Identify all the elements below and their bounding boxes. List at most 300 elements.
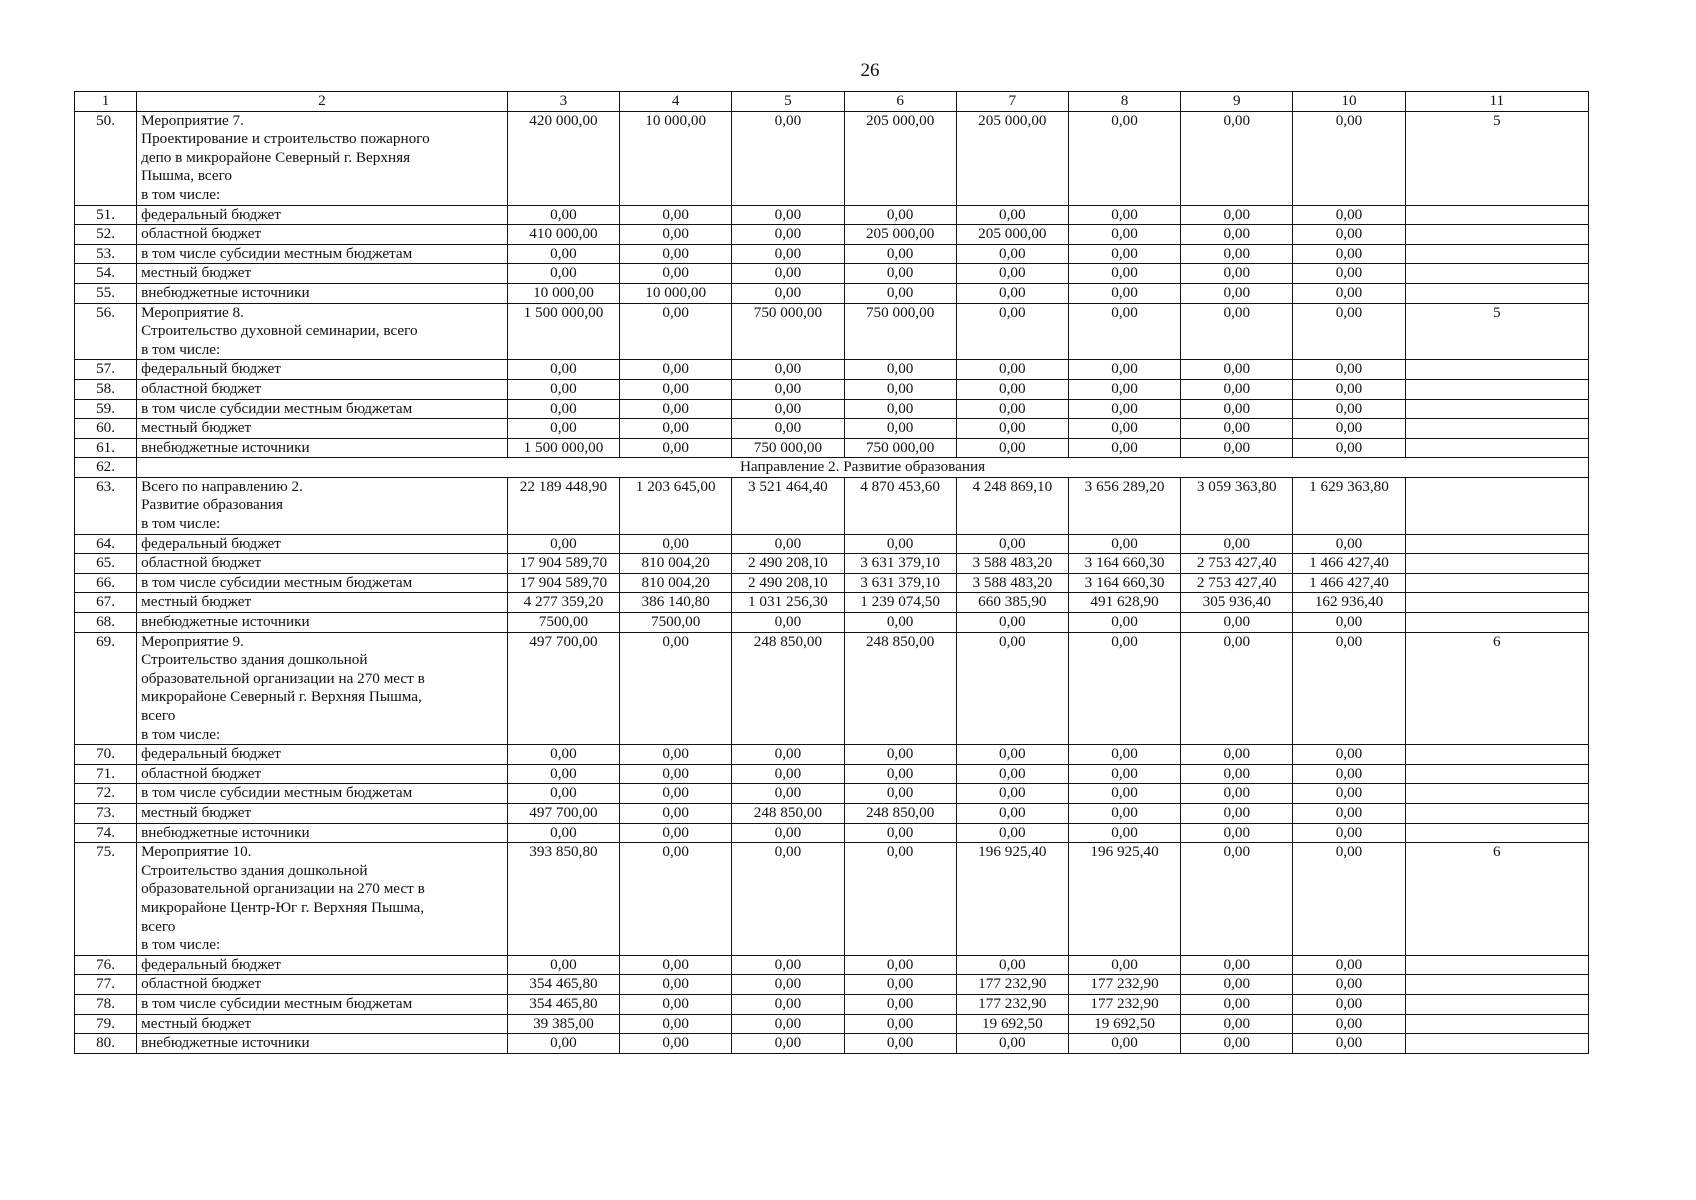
reference-cell [1405,419,1588,439]
description-line: в том числе субсидии местным бюджетам [141,573,413,591]
value-cell: 177 232,90 [1068,975,1180,995]
value-cell: 0,00 [1181,419,1293,439]
description-line: Мероприятие 7. [141,111,244,129]
value-cell: 0,00 [1293,1014,1405,1034]
value-cell: 3 164 660,30 [1068,573,1180,593]
description-line: федеральный бюджет [141,955,281,973]
value-cell: 0,00 [732,244,844,264]
description-line: внебюджетные источники [141,1034,310,1052]
value-cell: 0,00 [1181,803,1293,823]
row-number: 70. [75,745,137,765]
value-cell: 0,00 [1293,994,1405,1014]
value-cell: 0,00 [1068,264,1180,284]
table-row [75,554,1589,574]
value-cell: 0,00 [1293,534,1405,554]
column-header: 5 [732,92,844,112]
value-cell: 196 925,40 [956,843,1068,956]
value-cell: 0,00 [1293,784,1405,804]
row-number: 50. [75,111,137,205]
value-cell: 19 692,50 [1068,1014,1180,1034]
table-row [75,283,1589,303]
row-number: 71. [75,764,137,784]
value-cell: 0,00 [620,534,732,554]
row-description [137,784,508,804]
value-cell: 1 500 000,00 [507,303,619,360]
value-cell: 0,00 [1181,613,1293,633]
table-row [75,360,1589,380]
value-cell: 0,00 [620,632,732,745]
value-cell: 0,00 [844,264,956,284]
value-cell: 0,00 [844,994,956,1014]
value-cell: 0,00 [620,955,732,975]
value-cell: 0,00 [1181,1014,1293,1034]
value-cell: 0,00 [844,399,956,419]
reference-cell [1405,477,1588,534]
description-line: в том числе: [141,725,221,743]
value-cell: 0,00 [507,745,619,765]
value-cell: 0,00 [956,244,1068,264]
value-cell: 0,00 [1293,379,1405,399]
value-cell: 0,00 [956,283,1068,303]
value-cell: 39 385,00 [507,1014,619,1034]
value-cell: 0,00 [1293,360,1405,380]
value-cell: 0,00 [1181,994,1293,1014]
value-cell: 0,00 [1181,379,1293,399]
row-number: 59. [75,399,137,419]
row-description [137,823,508,843]
value-cell: 22 189 448,90 [507,477,619,534]
value-cell: 0,00 [844,784,956,804]
value-cell: 248 850,00 [732,803,844,823]
reference-cell [1405,975,1588,995]
row-description [137,379,508,399]
row-description [137,955,508,975]
table-row [75,111,1589,205]
section-row [75,458,1589,478]
value-cell: 497 700,00 [507,803,619,823]
value-cell: 0,00 [1068,955,1180,975]
value-cell: 0,00 [620,205,732,225]
column-header: 4 [620,92,732,112]
value-cell: 10 000,00 [507,283,619,303]
row-number: 65. [75,554,137,574]
row-description [137,283,508,303]
value-cell: 0,00 [732,205,844,225]
value-cell: 0,00 [1068,764,1180,784]
column-header: 11 [1405,92,1588,112]
value-cell: 0,00 [844,975,956,995]
row-number: 66. [75,573,137,593]
description-line: местный бюджет [141,264,252,282]
value-cell: 810 004,20 [620,573,732,593]
row-number: 64. [75,534,137,554]
row-description [137,554,508,574]
row-number: 74. [75,823,137,843]
value-cell: 0,00 [507,764,619,784]
value-cell: 0,00 [956,303,1068,360]
value-cell: 0,00 [956,399,1068,419]
row-number: 52. [75,225,137,245]
page-number: 26 [860,60,880,81]
reference-cell: 5 [1405,111,1588,205]
row-description [137,1014,508,1034]
value-cell: 1 466 427,40 [1293,573,1405,593]
reference-cell [1405,399,1588,419]
value-cell: 0,00 [507,419,619,439]
value-cell: 0,00 [732,975,844,995]
value-cell: 248 850,00 [844,632,956,745]
value-cell: 4 277 359,20 [507,593,619,613]
row-number: 51. [75,205,137,225]
row-description [137,745,508,765]
value-cell: 1 629 363,80 [1293,477,1405,534]
header-row [75,92,1589,112]
row-number: 61. [75,438,137,458]
column-header: 7 [956,92,1068,112]
table-row [75,205,1589,225]
value-cell: 491 628,90 [1068,593,1180,613]
value-cell: 0,00 [1181,843,1293,956]
reference-cell [1405,745,1588,765]
value-cell: 0,00 [1293,1034,1405,1054]
value-cell: 0,00 [956,745,1068,765]
description-line: в том числе: [141,936,221,954]
value-cell: 3 164 660,30 [1068,554,1180,574]
value-cell: 0,00 [1181,534,1293,554]
value-cell: 3 521 464,40 [732,477,844,534]
reference-cell [1405,554,1588,574]
value-cell: 0,00 [620,1014,732,1034]
column-header: 10 [1293,92,1405,112]
table-row [75,994,1589,1014]
column-header: 6 [844,92,956,112]
value-cell: 0,00 [732,955,844,975]
row-description [137,534,508,554]
row-description [137,764,508,784]
reference-cell [1405,613,1588,633]
row-description [137,360,508,380]
value-cell: 0,00 [620,994,732,1014]
value-cell: 420 000,00 [507,111,619,205]
value-cell: 0,00 [956,1034,1068,1054]
value-cell: 810 004,20 [620,554,732,574]
value-cell: 177 232,90 [1068,994,1180,1014]
value-cell: 660 385,90 [956,593,1068,613]
reference-cell [1405,205,1588,225]
row-number: 55. [75,283,137,303]
value-cell: 0,00 [956,764,1068,784]
value-cell: 0,00 [620,225,732,245]
value-cell: 0,00 [732,111,844,205]
value-cell: 354 465,80 [507,994,619,1014]
row-number: 58. [75,379,137,399]
value-cell: 0,00 [1068,303,1180,360]
value-cell: 0,00 [956,613,1068,633]
value-cell: 0,00 [1181,764,1293,784]
table-row [75,477,1589,534]
value-cell: 0,00 [1068,632,1180,745]
row-description [137,994,508,1014]
value-cell: 0,00 [1068,205,1180,225]
row-description [137,225,508,245]
reference-cell [1405,283,1588,303]
description-line: в том числе: [141,340,221,358]
value-cell: 0,00 [1293,843,1405,956]
row-description [137,111,508,205]
value-cell: 0,00 [1068,803,1180,823]
table-row [75,613,1589,633]
row-description [137,1034,508,1054]
reference-cell [1405,244,1588,264]
value-cell: 17 904 589,70 [507,554,619,574]
description-line: федеральный бюджет [141,534,281,552]
value-cell: 0,00 [620,784,732,804]
description-line: внебюджетные источники [141,613,310,631]
value-cell: 0,00 [1068,823,1180,843]
row-number: 75. [75,843,137,956]
value-cell: 0,00 [620,303,732,360]
description-line: внебюджетные источники [141,283,310,301]
table-row [75,534,1589,554]
value-cell: 17 904 589,70 [507,573,619,593]
value-cell: 0,00 [507,264,619,284]
value-cell: 0,00 [1181,784,1293,804]
description-line: местный бюджет [141,593,252,611]
table-row [75,244,1589,264]
row-number: 72. [75,784,137,804]
value-cell: 0,00 [1181,975,1293,995]
row-number: 54. [75,264,137,284]
value-cell: 0,00 [1181,955,1293,975]
description-line: областной бюджет [141,764,262,782]
description-line: местный бюджет [141,1014,252,1032]
value-cell: 0,00 [732,784,844,804]
value-cell: 0,00 [507,955,619,975]
table-row [75,975,1589,995]
table-row [75,419,1589,439]
value-cell: 0,00 [732,745,844,765]
value-cell: 0,00 [1293,955,1405,975]
value-cell: 0,00 [1181,745,1293,765]
value-cell: 2 753 427,40 [1181,554,1293,574]
value-cell: 2 753 427,40 [1181,573,1293,593]
value-cell: 0,00 [1293,225,1405,245]
description-line: местный бюджет [141,419,252,437]
value-cell: 0,00 [620,745,732,765]
value-cell: 0,00 [844,843,956,956]
value-cell: 0,00 [844,244,956,264]
row-description [137,593,508,613]
value-cell: 162 936,40 [1293,593,1405,613]
value-cell: 0,00 [732,379,844,399]
value-cell: 0,00 [956,205,1068,225]
section-title: Направление 2. Развитие образования [137,458,1589,478]
value-cell: 393 850,80 [507,843,619,956]
value-cell: 0,00 [620,360,732,380]
value-cell: 10 000,00 [620,111,732,205]
row-description [137,803,508,823]
column-header: 2 [137,92,508,112]
table-row [75,803,1589,823]
value-cell: 0,00 [620,843,732,956]
reference-cell [1405,438,1588,458]
value-cell: 0,00 [844,283,956,303]
column-header: 9 [1181,92,1293,112]
value-cell: 354 465,80 [507,975,619,995]
row-description [137,399,508,419]
row-number: 57. [75,360,137,380]
description-line: внебюджетные источники [141,438,310,456]
description-line: Проектирование и строительство пожарного [141,130,430,148]
description-line: микрорайоне Центр-Юг г. Верхняя Пышма, [141,898,425,916]
value-cell: 0,00 [1181,264,1293,284]
value-cell: 0,00 [1293,803,1405,823]
description-line: в том числе субсидии местным бюджетам [141,399,413,417]
description-line: в том числе субсидии местным бюджетам [141,784,413,802]
row-number: 80. [75,1034,137,1054]
value-cell: 0,00 [732,534,844,554]
value-cell: 0,00 [1293,419,1405,439]
value-cell: 0,00 [844,764,956,784]
reference-cell [1405,379,1588,399]
table-row [75,1014,1589,1034]
description-line: местный бюджет [141,803,252,821]
value-cell: 3 588 483,20 [956,573,1068,593]
description-line: Мероприятие 9. [141,632,244,650]
value-cell: 0,00 [620,764,732,784]
row-number: 79. [75,1014,137,1034]
value-cell: 0,00 [956,784,1068,804]
row-description [137,477,508,534]
value-cell: 0,00 [956,955,1068,975]
value-cell: 0,00 [1293,823,1405,843]
table-row [75,764,1589,784]
value-cell: 0,00 [844,205,956,225]
value-cell: 3 631 379,10 [844,554,956,574]
value-cell: 0,00 [1068,438,1180,458]
description-line: микрорайоне Северный г. Верхняя Пышма, [141,688,422,706]
value-cell: 0,00 [1293,613,1405,633]
value-cell: 0,00 [1181,399,1293,419]
table-row [75,225,1589,245]
value-cell: 19 692,50 [956,1014,1068,1034]
description-line: внебюджетные источники [141,823,310,841]
value-cell: 0,00 [732,399,844,419]
value-cell: 0,00 [1181,632,1293,745]
value-cell: 0,00 [620,803,732,823]
reference-cell: 5 [1405,303,1588,360]
row-description [137,419,508,439]
value-cell: 0,00 [956,379,1068,399]
description-line: областной бюджет [141,379,262,397]
reference-cell [1405,955,1588,975]
value-cell: 0,00 [1068,360,1180,380]
row-description [137,632,508,745]
value-cell: 0,00 [844,1014,956,1034]
value-cell: 0,00 [1181,303,1293,360]
value-cell: 1 239 074,50 [844,593,956,613]
value-cell: 0,00 [1293,283,1405,303]
description-line: образовательной организации на 270 мест в [141,669,425,687]
value-cell: 4 248 869,10 [956,477,1068,534]
table-row [75,745,1589,765]
value-cell: 0,00 [1293,244,1405,264]
value-cell: 177 232,90 [956,975,1068,995]
reference-cell [1405,784,1588,804]
row-number: 56. [75,303,137,360]
value-cell: 0,00 [1068,745,1180,765]
description-line: Развитие образования [141,496,284,514]
value-cell: 196 925,40 [1068,843,1180,956]
value-cell: 750 000,00 [844,303,956,360]
table-row [75,955,1589,975]
value-cell: 0,00 [956,438,1068,458]
value-cell: 0,00 [507,399,619,419]
table-body [75,92,1589,1054]
row-description [137,438,508,458]
value-cell: 0,00 [732,264,844,284]
reference-cell [1405,264,1588,284]
value-cell: 0,00 [1068,225,1180,245]
value-cell: 0,00 [1068,1034,1180,1054]
description-line: Строительство здания дошкольной [141,651,368,669]
value-cell: 0,00 [1181,823,1293,843]
value-cell: 3 059 363,80 [1181,477,1293,534]
value-cell: 0,00 [732,225,844,245]
row-description [137,843,508,956]
value-cell: 0,00 [844,379,956,399]
row-number: 73. [75,803,137,823]
value-cell: 0,00 [1181,438,1293,458]
value-cell: 3 588 483,20 [956,554,1068,574]
row-number: 68. [75,613,137,633]
reference-cell [1405,593,1588,613]
row-description [137,975,508,995]
reference-cell [1405,823,1588,843]
row-description [137,613,508,633]
value-cell: 0,00 [956,823,1068,843]
row-number: 78. [75,994,137,1014]
value-cell: 0,00 [1181,283,1293,303]
reference-cell [1405,803,1588,823]
value-cell: 0,00 [956,803,1068,823]
row-number: 60. [75,419,137,439]
value-cell: 205 000,00 [844,111,956,205]
value-cell: 0,00 [844,1034,956,1054]
value-cell: 0,00 [956,264,1068,284]
row-description [137,264,508,284]
value-cell: 0,00 [1293,438,1405,458]
value-cell: 0,00 [1181,205,1293,225]
value-cell: 0,00 [1293,264,1405,284]
value-cell: 0,00 [1181,360,1293,380]
value-cell: 0,00 [732,764,844,784]
column-header: 3 [507,92,619,112]
row-description [137,244,508,264]
value-cell: 750 000,00 [844,438,956,458]
value-cell: 0,00 [1293,745,1405,765]
value-cell: 0,00 [1293,975,1405,995]
reference-cell: 6 [1405,843,1588,956]
value-cell: 497 700,00 [507,632,619,745]
value-cell: 0,00 [1181,111,1293,205]
table-row [75,399,1589,419]
description-line: областной бюджет [141,225,262,243]
value-cell: 0,00 [1293,205,1405,225]
value-cell: 0,00 [507,360,619,380]
value-cell: 0,00 [507,244,619,264]
value-cell: 0,00 [844,360,956,380]
